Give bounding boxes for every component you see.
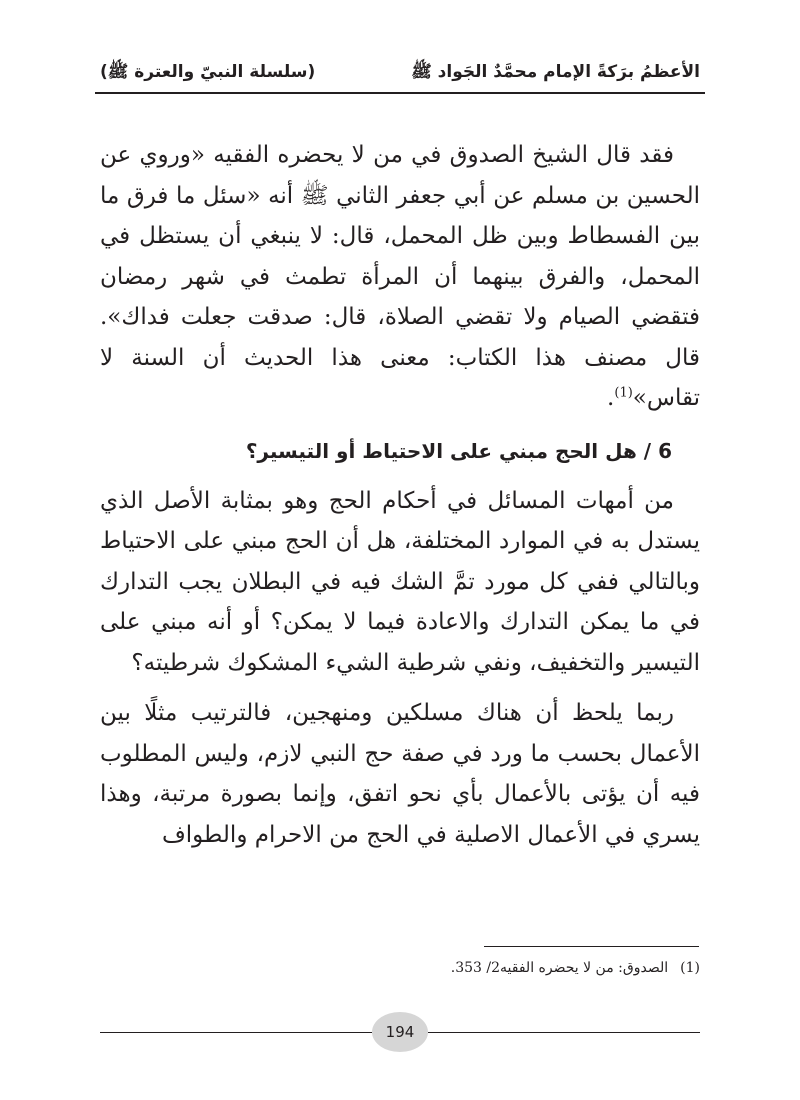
paragraph-question: من أمهات المسائل في أحكام الحج وهو بمثابة الأصل الذي يستدل به في الموارد المختلفة، هل أن الحج مبني على الاحتياط وبالتالي ففي كل مورد تمَّ الشك فيه في البطلان يجب التدارك في ما يمكن التدارك والاعادة فيما لا يمكن؟ أو أنه مبني على التيسير والتخفيف، ونفي شرطية الشيء المشكوك شرطيته؟	[100, 487, 700, 676]
paragraph-quote-end: .	[607, 385, 615, 411]
page-number: 194	[372, 1012, 428, 1052]
footnote-rule	[484, 946, 699, 947]
folio-rule-right	[428, 1032, 700, 1033]
paragraph-quote	[100, 135, 700, 419]
paragraph-quote-text: فقد قال الشيخ الصدوق في من لا يحضره الفقيه «وروي عن الحسين بن مسلم عن أبي جعفر الثاني ﷺ أنه «سئل ما فرق ما بين الفسطاط وبين ظل المحمل، قال: لا ينبغي أن يستظل في المحمل، والفرق بينهما أن المرأة تطمث في شهر رمضان فتقضي الصيام ولا تقضي الصلاة، قال: صدقت جعلت فداك». قال مصنف هذا الكتاب: معنى هذا الحديث أن السنة لا تقاس»	[100, 142, 700, 411]
running-header	[100, 56, 700, 90]
book-title: الأعظمُ برَكةً الإمام محمَّدٌ الجَواد ﷺ	[411, 61, 700, 82]
footnote-reference[interactable]: (1)	[614, 385, 633, 401]
footnote-text: الصدوق: من لا يحضره الفقيه2/ 353.	[450, 960, 669, 976]
paragraph-discussion: ربما يلحظ أن هناك مسلكين ومنهجين، فالترتيب مثلًا بين الأعمال بحسب ما ورد في صفة حج النبي لازم، وليس المطلوب فيه أن يؤتى بالأعمال بأي نحو اتفق، وإنما بصورة مرتبة، وهذا يسري في الأعمال الاصلية في الحج من الاحرام والطواف	[100, 700, 700, 848]
section-heading: 6 / هل الحج مبني على الاحتياط أو التيسير؟	[245, 438, 672, 463]
footnote	[100, 956, 700, 980]
header-rule	[95, 92, 705, 94]
folio-rule-left	[100, 1032, 372, 1033]
footnote-number: (1)	[680, 960, 700, 976]
series-title: (سلسلة النبيّ والعترة ﷺ)	[100, 61, 316, 82]
main-text	[100, 135, 700, 867]
